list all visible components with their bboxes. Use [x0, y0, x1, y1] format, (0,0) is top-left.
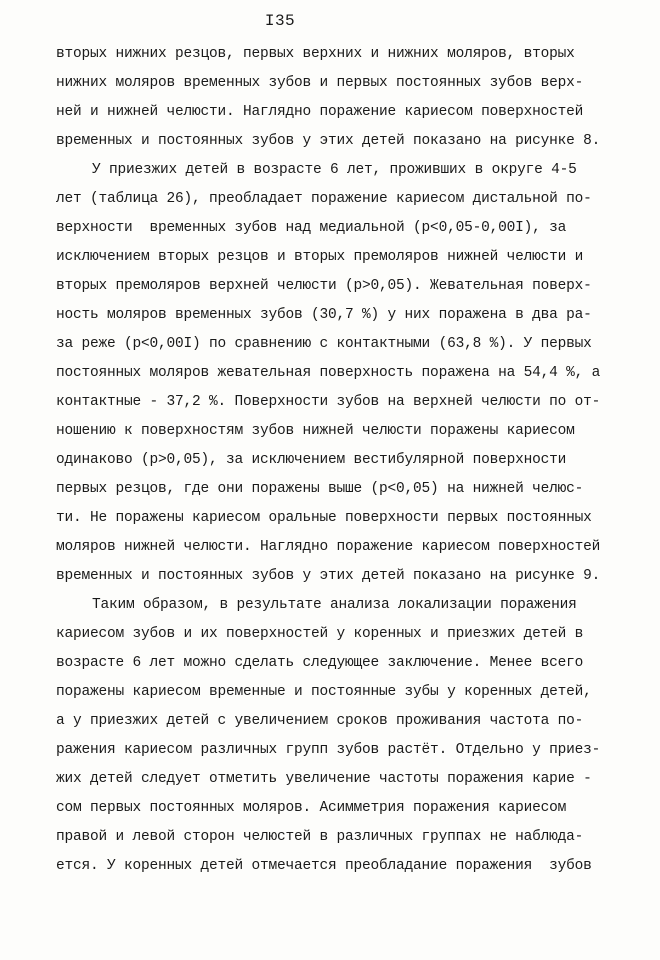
text-line: ется. У коренных детей отмечается преобладание поражения зубов	[56, 858, 592, 874]
text-line: возрасте 6 лет можно сделать следующее заключение. Менее всего	[56, 655, 584, 671]
text-line: контактные - 37,2 %. Поверхности зубов на верхней челюсти по от-	[56, 394, 601, 410]
text-line: ражения кариесом различных групп зубов растёт. Отдельно у приез-	[56, 742, 601, 758]
text-line: поражены кариесом временные и постоянные зубы у коренных детей,	[56, 684, 592, 700]
text-line: постоянных моляров жевательная поверхность поражена на 54,4 %, а	[56, 365, 601, 381]
text-line: ти. Не поражены кариесом оральные поверхности первых постоянных	[56, 510, 592, 526]
text-line: одинаково (p>0,05), за исключением вестибулярной поверхности	[56, 452, 567, 468]
text-line: У приезжих детей в возрасте 6 лет, проживших в округе 4-5	[92, 162, 577, 178]
text-line: верхности временных зубов над медиальной (p<0,05-0,00I), за	[56, 220, 567, 236]
text-line: моляров нижней челюсти. Наглядно поражение кариесом поверхностей	[56, 539, 601, 555]
text-line: сом первых постоянных моляров. Асимметрия поражения кариесом	[56, 800, 567, 816]
text-line: а у приезжих детей с увеличением сроков проживания частота по-	[56, 713, 584, 729]
text-line: исключением вторых резцов и вторых премоляров нижней челюсти и	[56, 249, 584, 265]
text-line: ность моляров временных зубов (30,7 %) у них поражена в два ра-	[56, 307, 592, 323]
text-line: ношению к поверхностям зубов нижней челюсти поражены кариесом	[56, 423, 575, 439]
text-line: Таким образом, в результате анализа локализации поражения	[92, 597, 577, 613]
text-line: жих детей следует отметить увеличение частоты поражения карие -	[56, 771, 592, 787]
text-line: ней и нижней челюсти. Наглядно поражение кариесом поверхностей	[56, 104, 584, 120]
text-body	[56, 40, 616, 881]
paragraph-2	[56, 156, 616, 591]
text-line: временных и постоянных зубов у этих детей показано на рисунке 8.	[56, 133, 601, 149]
text-line: временных и постоянных зубов у этих детей показано на рисунке 9.	[56, 568, 601, 584]
paragraph-1	[56, 40, 616, 156]
text-line: вторых премоляров верхней челюсти (p>0,05). Жевательная поверх-	[56, 278, 592, 294]
page-number: I35	[264, 12, 296, 30]
text-line: кариесом зубов и их поверхностей у коренных и приезжих детей в	[56, 626, 584, 642]
text-line: первых резцов, где они поражены выше (p<0,05) на нижней челюс-	[56, 481, 584, 497]
text-line: вторых нижних резцов, первых верхних и нижних моляров, вторых	[56, 46, 575, 62]
paragraph-3	[56, 591, 616, 881]
text-line: нижних моляров временных зубов и первых постоянных зубов верх-	[56, 75, 584, 91]
text-line: правой и левой сторон челюстей в различных группах не наблюда-	[56, 829, 584, 845]
text-line: лет (таблица 26), преобладает поражение кариесом дистальной по-	[56, 191, 592, 207]
text-line: за реже (p<0,00I) по сравнению с контактными (63,8 %). У первых	[56, 336, 592, 352]
